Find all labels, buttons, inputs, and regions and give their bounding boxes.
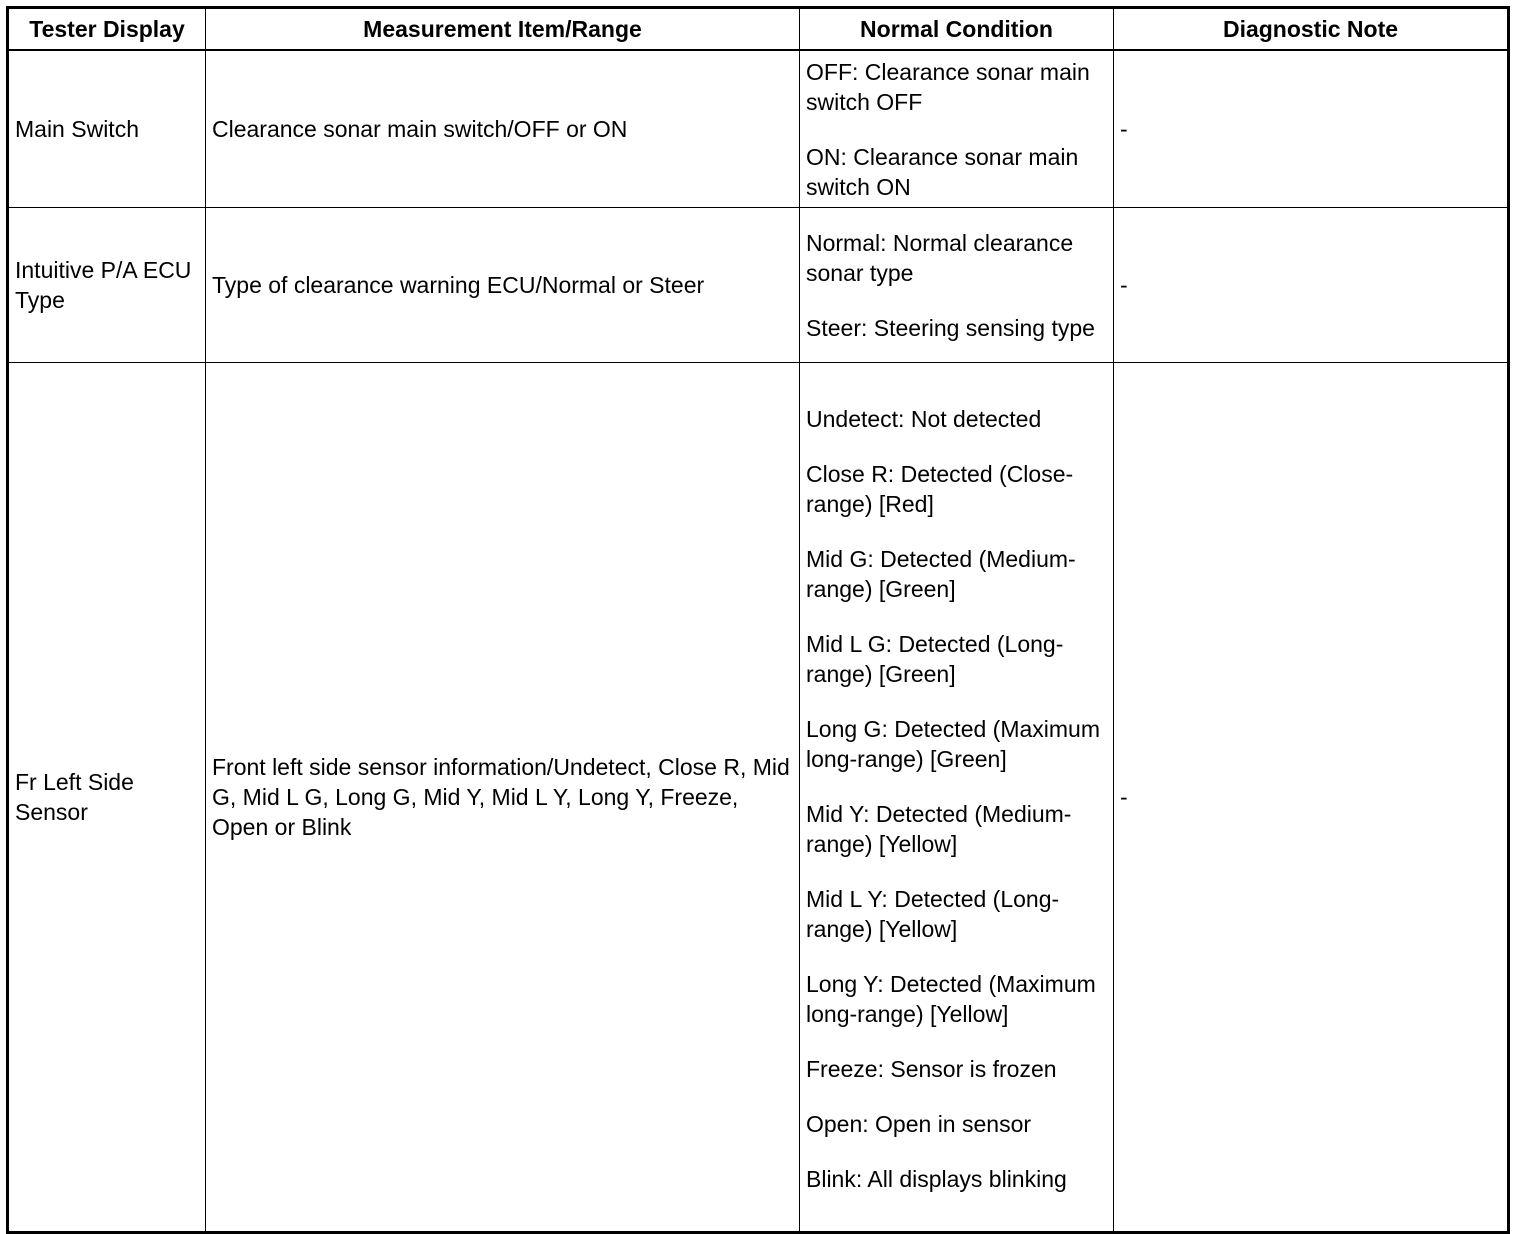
- measurement-cell: Type of clearance warning ECU/Normal or Steer: [206, 208, 800, 363]
- condition-item: Mid L G: Detected (Long-range) [Green]: [806, 631, 1064, 687]
- condition-item: ON: Clearance sonar main switch ON: [806, 143, 1079, 200]
- diagnostic-note-cell: -: [1114, 208, 1509, 363]
- condition-item: Close R: Detected (Close-range) [Red]: [806, 461, 1074, 517]
- header-normal-condition: Normal Condition: [800, 8, 1114, 51]
- diagnostic-table: [6, 6, 1510, 1234]
- condition-item: Undetect: Not detected: [806, 406, 1042, 432]
- table-row: [8, 208, 1509, 363]
- normal-condition-cell: [800, 363, 1114, 1233]
- table-header-row: [8, 8, 1509, 51]
- measurement-cell: Clearance sonar main switch/OFF or ON: [206, 50, 800, 208]
- header-measurement-item: Measurement Item/Range: [206, 8, 800, 51]
- condition-item: Freeze: Sensor is frozen: [806, 1056, 1057, 1082]
- diagnostic-note-cell: -: [1114, 50, 1509, 208]
- condition-item: Long Y: Detected (Maximum long-range) [Yellow]: [806, 971, 1096, 1027]
- header-tester-display: Tester Display: [8, 8, 206, 51]
- condition-item: Mid Y: Detected (Medium-range) [Yellow]: [806, 801, 1072, 857]
- condition-item: Mid L Y: Detected (Long-range) [Yellow]: [806, 886, 1060, 942]
- table-row: [8, 363, 1509, 1233]
- tester-display-cell: Fr Left Side Sensor: [8, 363, 206, 1233]
- measurement-cell: Front left side sensor information/Undetect, Close R, Mid G, Mid L G, Long G, Mid Y, Mid L Y, Long Y, Freeze, Open or Blink: [206, 363, 800, 1233]
- condition-item: Open: Open in sensor: [806, 1111, 1032, 1137]
- condition-item: Long G: Detected (Maximum long-range) [Green]: [806, 716, 1101, 772]
- condition-item: Mid G: Detected (Medium-range) [Green]: [806, 546, 1076, 602]
- tester-display-cell: Intuitive P/A ECU Type: [8, 208, 206, 363]
- condition-item: Steer: Steering sensing type: [806, 314, 1095, 341]
- normal-condition-cell: [800, 208, 1114, 363]
- condition-item: Normal: Normal clearance sonar type: [806, 229, 1074, 286]
- condition-item: OFF: Clearance sonar main switch OFF: [806, 58, 1090, 115]
- tester-display-cell: Main Switch: [8, 50, 206, 208]
- normal-condition-cell: [800, 50, 1114, 208]
- condition-item: Blink: All displays blinking: [806, 1166, 1067, 1192]
- header-diagnostic-note: Diagnostic Note: [1114, 8, 1509, 51]
- table-row: [8, 50, 1509, 208]
- diagnostic-note-cell: -: [1114, 363, 1509, 1233]
